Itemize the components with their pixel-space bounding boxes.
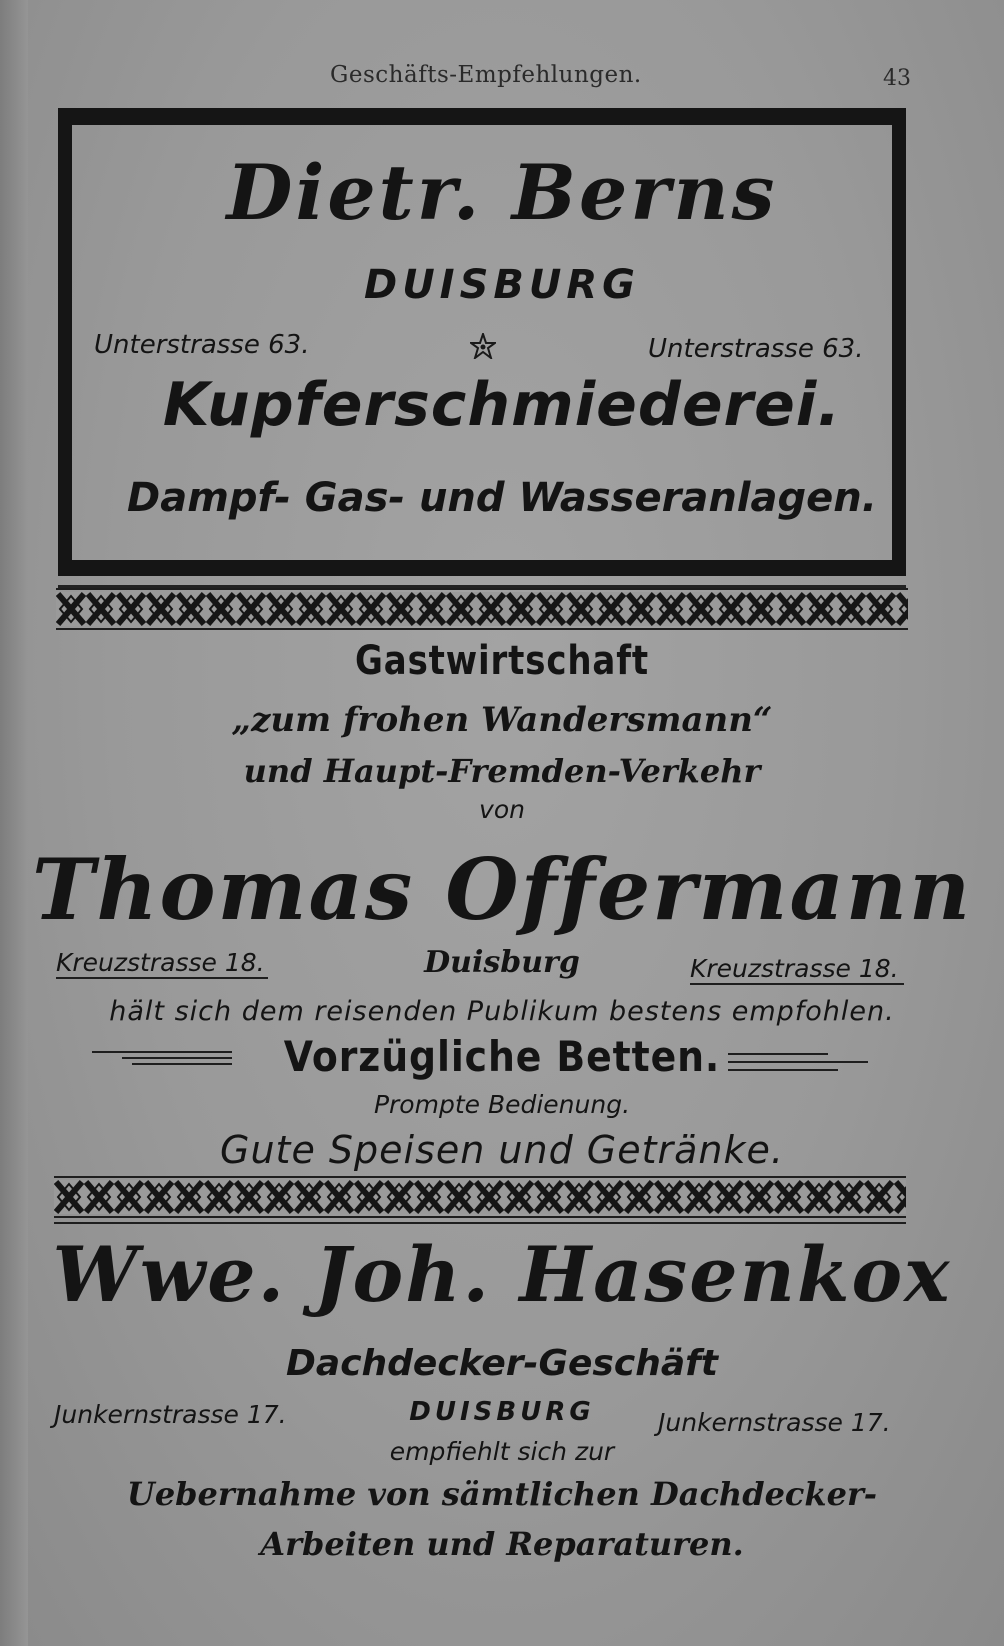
hasenkox-services-line1: Uebernahme von sämtlichen Dachdecker- — [126, 1475, 878, 1513]
offermann-food: Gute Speisen und Getränke. — [220, 1128, 784, 1172]
running-title: Geschäfts-Empfehlungen. — [330, 62, 642, 88]
rule-bottom-2b — [54, 1222, 906, 1224]
hasenkox-trade: Dachdecker-Geschäft — [286, 1343, 718, 1384]
frame-top — [58, 108, 906, 125]
hasenkox-services-line2: Arbeiten und Reparaturen. — [260, 1525, 744, 1563]
rule-top-2 — [54, 1176, 906, 1178]
offermann-name: Thomas Offermann — [31, 840, 973, 939]
offermann-inn-name: „zum frohen Wandersmann“ — [231, 700, 773, 740]
rule-bottom-1 — [56, 628, 908, 630]
offermann-heading: Gastwirtschaft — [355, 638, 649, 684]
berns-city: DUISBURG — [364, 262, 640, 308]
ornamental-border-2 — [54, 1180, 906, 1214]
offermann-street-left: Kreuzstrasse 18. — [56, 948, 268, 979]
offermann-von: von — [479, 795, 525, 824]
offermann-subline: und Haupt-Fremden-Verkehr — [243, 752, 761, 790]
offermann-recommendation: hält sich dem reisenden Publikum bestens empfohlen. — [109, 996, 895, 1027]
hasenkox-city: DUISBURG — [409, 1397, 595, 1427]
ornamental-border-1 — [56, 592, 908, 626]
offermann-city: Duisburg — [424, 945, 580, 980]
hasenkox-street-left: Junkernstrasse 17. — [54, 1400, 287, 1429]
page-number: 43 — [883, 66, 911, 91]
hasenkox-recommends: empfiehlt sich zur — [389, 1437, 615, 1466]
berns-services: Dampf- Gas- und Wasseranlagen. — [127, 475, 877, 521]
berns-street-left: Unterstrasse 63. — [94, 330, 310, 360]
frame-bottom — [58, 560, 906, 576]
offermann-street-right: Kreuzstrasse 18. — [690, 954, 904, 985]
rule-top-1 — [56, 588, 908, 590]
rule-bottom-2 — [54, 1216, 906, 1218]
berns-street-right: Unterstrasse 63. — [648, 334, 864, 364]
berns-company-name: Dietr. Berns — [226, 148, 778, 237]
beds-lines-right — [728, 1050, 868, 1074]
berns-trade: Kupferschmiederei. — [162, 370, 842, 440]
star-ornament-icon — [470, 333, 496, 359]
hasenkox-street-right: Junkernstrasse 17. — [658, 1408, 891, 1437]
offermann-service: Prompte Bedienung. — [373, 1090, 631, 1119]
offermann-beds: Vorzügliche Betten. — [283, 1032, 721, 1081]
hasenkox-name: Wwe. Joh. Hasenkox — [52, 1230, 952, 1319]
